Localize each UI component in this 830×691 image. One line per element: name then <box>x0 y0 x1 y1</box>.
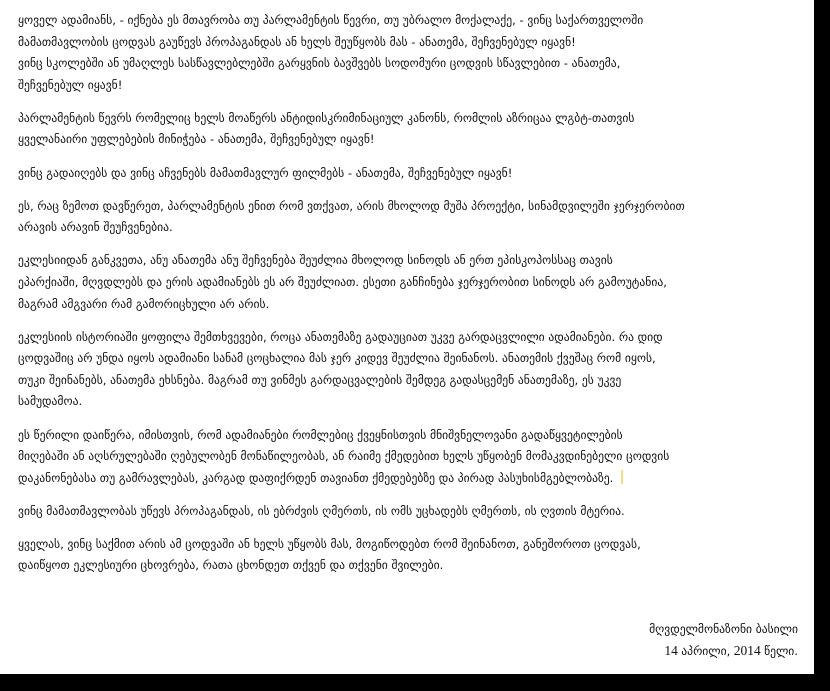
signature-author: მღვდელმონაზონი ბასილი <box>649 622 798 636</box>
date-year: 2014 <box>733 643 761 658</box>
text-line: დაიწყოთ ეკლესიური ცხოვრება, რათა ცხონდეთ თქვენ და თქვენი შვილები. <box>18 558 444 573</box>
signature-date <box>649 640 798 662</box>
paragraph-parliament-member <box>18 108 792 151</box>
paragraph-anathema-propaganda <box>18 10 792 96</box>
text-line: ყველანაირი უფლებების მინიჭება - ანათემა, შეჩვენებულ იყავნ! <box>18 132 375 147</box>
text-line: პარლამენტის წევრს რომელიც ხელს მოაწერს ანტიდისკრიმინაციულ კანონს, რომლის აზრიცაა ლგბტ-თათვის <box>18 110 635 125</box>
paragraph-call-to-repent <box>18 534 792 577</box>
text-line: სამუდამოა. <box>18 394 83 409</box>
text-line: ეპარქიაში, მღვდლებს და ერის ადამიანებს ეს არ შეუძლიათ. ესეთი განჩინება ჯერჯერობით სინოდს არ გამოუტანია, <box>18 274 667 289</box>
text-line: ვინც მამათმავლობას უწევს პროპაგანდას, ის ებრძვის ღმერთს, ის ომს უცხადებს ღმერთს, ის ღვთის მტერია. <box>18 503 625 518</box>
text-line: ეკლესიის ისტორიაში ყოფილა შემთხვევები, როცა ანათემაზე გადაუციათ უკვე გარდაცვლილი ადამიანები. რა დიდ <box>18 329 663 344</box>
signature-block <box>649 619 798 662</box>
text-line: ვინც სკოლებში ან უმაღლეს სასწავლებლებში გარყვნის ბავშვებს სოდომური ცოდვის სწავლებით - ანათემა, <box>18 56 621 71</box>
text-line: ყოველ ადამიანს, - იქნება ეს მთავრობა თუ პარლამენტის წევრი, თუ უბრალო მოქალაქე, - ვინც საქართველოში <box>18 13 644 27</box>
text-line: თუკი შეინანებს, ანათემა ეხსნება. მაგრამ თუ ვინმეს გარდაცვალების შემდეგ გადასცემენ ანათემაზე, ეს უკვე <box>18 372 622 387</box>
date-day: 14 <box>664 643 678 658</box>
date-suffix: წელი. <box>764 644 798 658</box>
text-line: მაგრამ ამგვარი რამ გამორიცხული არ არის. <box>18 296 270 311</box>
text-cursor-mark <box>621 470 623 484</box>
paragraph-synod <box>18 250 792 315</box>
text-line: ეს, რაც ზემოთ დავწერეთ, პარლამენტის ენით რომ ვთქვათ, არის მხოლოდ მუშა პროექტი, სინამდვილეში ჯერჯერობით <box>18 198 685 213</box>
paragraph-purpose <box>18 425 792 490</box>
text-line: შეჩვენებულ იყავნ! <box>18 77 123 92</box>
text-line: არავის არავინ შეუჩვენებია. <box>18 220 173 235</box>
text-line: ცოდვაშიც არ უნდა იყოს ადამიანი სანამ ცოცხალია მას ჯერ კიდევ შეუძლია შეინანოს. ანათემის ქვეშაც რომ იყოს, <box>18 351 656 366</box>
text-line-content: დაკანონებასა თუ გამრავლებას, კარგად დაფიქრდენ თავიანთ ქმედებებზე და პირად პასუხისმგებლობაზე. <box>18 470 614 485</box>
date-month: აპრილი, <box>681 644 731 658</box>
paragraph-films <box>18 163 792 185</box>
text-line: ეს წერილი დაიწერა, იმისთვის, რომ ადამიანები რომლებიც ქვეყნისთვის მნიშვნელოვანი გადაწყვეტილების <box>18 427 623 442</box>
paragraph-enemy-of-god <box>18 501 792 523</box>
text-line: მამათმავლობის ცოდვას გაუწევს პროპაგანდას ან ხელს შეუწყობს მას - ანათემა, შეჩვენებულ იყავნ! <box>18 34 576 49</box>
text-line: ყველას, ვინც საქმით არის ამ ცოდვაში ან ხელს უწყობს მას, მოგიწოდებთ რომ შეინანოთ, განეშოროთ ცოდვას, <box>18 536 641 551</box>
paragraph-working-project <box>18 196 792 239</box>
text-line: მიღებაში ან აღსრულებაში ღებულობენ მონაწილეობას, ან რაიმე ქმედებით ხელს უწყობენ მომაკვდინებელი ცოდვის <box>18 449 670 464</box>
text-line <box>18 468 792 490</box>
paragraph-church-history <box>18 327 792 413</box>
text-line: ეკლესიიდან განკვეთა, ანუ ანათემა ანუ შეჩვენება შეუძლია მხოლოდ სინოდს ან ერთ ეპისკოპოსსაც თავის <box>18 253 613 268</box>
text-line: ვინც გადაიღებს და ვინც აჩვენებს მამათმავლურ ფილმებს - ანათემა, შეჩვენებულ იყავნ! <box>18 165 513 180</box>
